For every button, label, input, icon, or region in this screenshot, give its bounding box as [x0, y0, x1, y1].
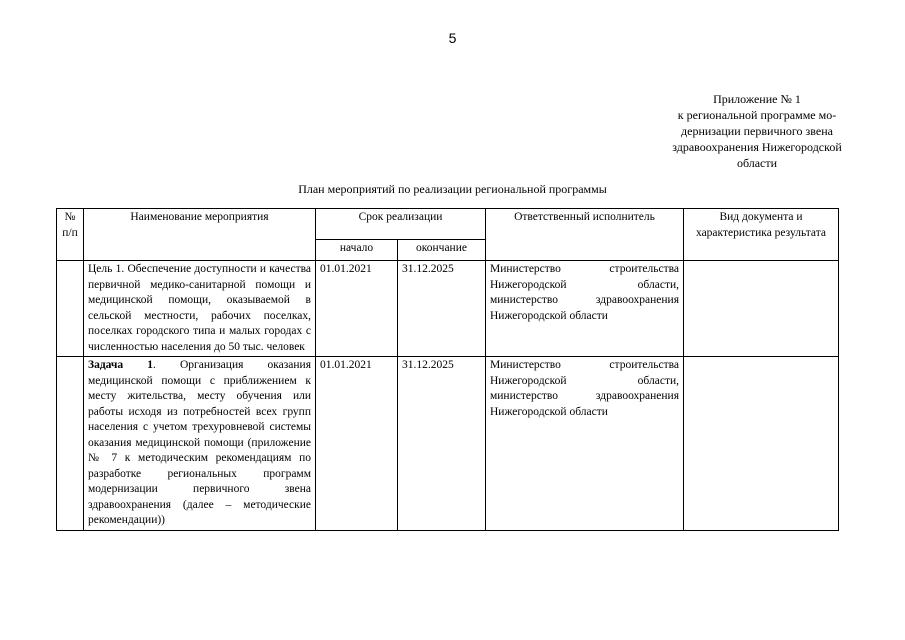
- plan-table: [56, 208, 839, 531]
- row-num: [57, 357, 84, 531]
- row-responsible: Министерство строительства Нижегородской области, министерство здравоохранения Нижегородской области: [486, 261, 684, 357]
- appendix-line: к региональной программе мо-: [677, 108, 837, 122]
- header-end: окончание: [398, 240, 486, 261]
- header-start: начало: [316, 240, 398, 261]
- row-name: [84, 261, 316, 357]
- row-name-text: . Организация оказания медицинской помощи с приближением к месту жительства, месту обучения или работы исходя из потребностей всех групп населения с учетом трехуровневой системы оказания медицинской помощи (приложение № 7 к методическим рекомендациям по разработке региональных программ модернизации первичного звена здравоохранения (далее – методические рекомендации)): [88, 359, 311, 526]
- plan-title: План мероприятий по реализации региональной программы: [298, 182, 607, 196]
- row-start: 01.01.2021: [316, 357, 398, 531]
- header-period: Срок реализации: [316, 209, 486, 240]
- appendix-line: Приложение № 1: [713, 92, 801, 106]
- page-number: 5: [448, 30, 457, 46]
- row-num: [57, 261, 84, 357]
- row-start: 01.01.2021: [316, 261, 398, 357]
- row-responsible: Министерство строительства Нижегородской области, министерство здравоохранения Нижегородской области: [486, 357, 684, 531]
- appendix-line: здравоохранения Нижегородской: [672, 140, 842, 154]
- appendix-line: области: [736, 156, 778, 170]
- row-end: 31.12.2025: [398, 357, 486, 531]
- header-num: № п/п: [57, 209, 84, 261]
- header-doc: Вид документа и характеристика результата: [684, 209, 839, 261]
- appendix-note: [662, 91, 852, 171]
- table-row: [57, 357, 839, 531]
- header-responsible: Ответственный исполнитель: [486, 209, 684, 261]
- row-doc: [684, 357, 839, 531]
- table-header-row: [57, 209, 839, 240]
- row-name-bold: Задача 1: [88, 359, 153, 371]
- row-name: [84, 357, 316, 531]
- row-name-text: Цель 1. Обеспечение доступности и качества первичной медико-санитарной помощи и медицинской помощи, оказываемой в сельской местности, рабочих поселках, поселках городского типа и малых городах с численностью населения до 50 тыс. человек: [88, 263, 311, 353]
- appendix-line: дернизации первичного звена: [681, 124, 833, 138]
- row-doc: [684, 261, 839, 357]
- row-end: 31.12.2025: [398, 261, 486, 357]
- table-row: [57, 261, 839, 357]
- header-name: Наименование мероприятия: [84, 209, 316, 261]
